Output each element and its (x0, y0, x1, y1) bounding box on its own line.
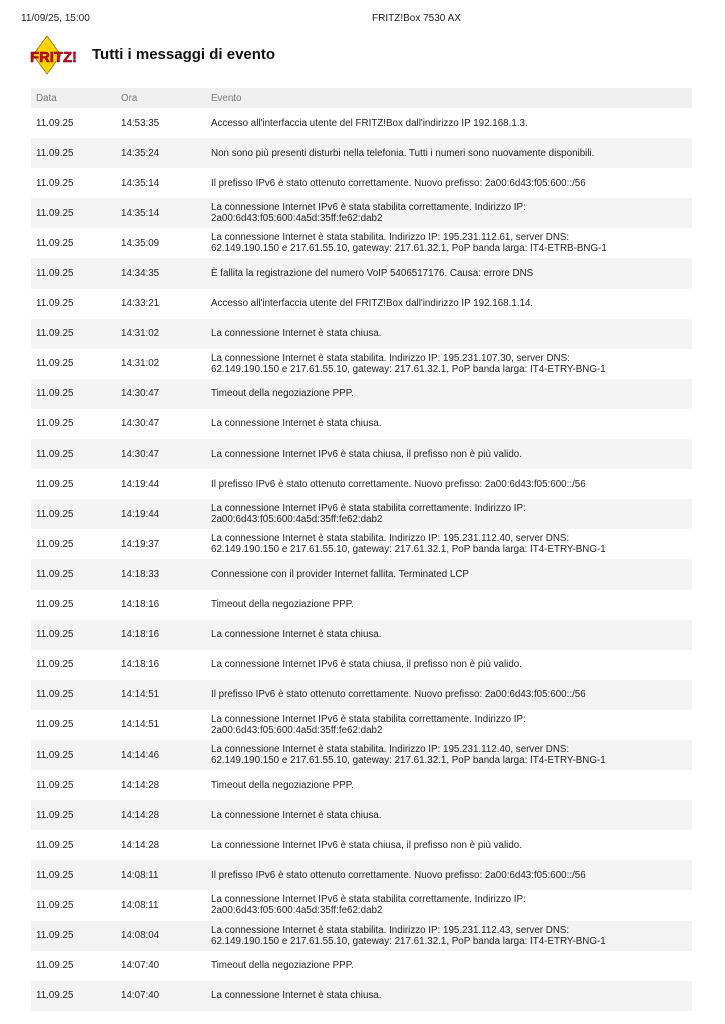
cell-time: 14:53:35 (121, 117, 160, 129)
cell-date: 11.09.25 (36, 508, 74, 520)
cell-event: Timeout della negoziazione PPP. (211, 779, 354, 791)
column-header-time: Ora (121, 92, 138, 104)
cell-date: 11.09.25 (36, 207, 74, 219)
cell-date: 11.09.25 (36, 418, 74, 430)
cell-time: 14:31:02 (121, 328, 160, 340)
cell-time: 14:30:47 (121, 418, 160, 430)
table-row (31, 289, 692, 319)
table-row (31, 469, 692, 499)
cell-time: 14:33:21 (121, 298, 160, 310)
cell-event: Timeout della negoziazione PPP. (211, 960, 354, 972)
cell-time: 14:35:09 (121, 237, 160, 249)
cell-time: 14:35:14 (121, 207, 160, 219)
cell-time: 14:08:11 (121, 899, 159, 911)
cell-date: 11.09.25 (36, 779, 74, 791)
cell-event: La connessione Internet è stata chiusa. (211, 328, 382, 340)
event-table (31, 88, 692, 1011)
table-row (31, 590, 692, 620)
cell-time: 14:19:44 (121, 478, 160, 490)
cell-event: La connessione Internet IPv6 è stata chiusa, il prefisso non è più valido. (211, 839, 522, 851)
cell-event: La connessione Internet è stata stabilita. Indirizzo IP: 195.231.107.30, server DNS: 62.149.190.150 e 217.61.55.10, gateway: 217.61.32.1, PoP banda larga: IT4-ETRY-BNG-1 (211, 352, 606, 375)
cell-date: 11.09.25 (36, 990, 74, 1002)
cell-date: 11.09.25 (36, 568, 74, 580)
cell-time: 14:08:11 (121, 869, 159, 881)
cell-time: 14:35:14 (121, 177, 160, 189)
cell-event: La connessione Internet è stata chiusa. (211, 629, 382, 641)
cell-event: La connessione Internet IPv6 è stata stabilita correttamente. Indirizzo IP: 2a00:6d43:f05:600:4a5d:35ff:fe62:dab2 (211, 894, 526, 917)
table-row (31, 890, 692, 920)
cell-time: 14:19:44 (121, 508, 160, 520)
table-row (31, 650, 692, 680)
table-row (31, 710, 692, 740)
table-row (31, 620, 692, 650)
cell-event: La connessione Internet IPv6 è stata chiusa, il prefisso non è più valido. (211, 659, 522, 671)
cell-event: La connessione Internet è stata chiusa. (211, 809, 382, 821)
cell-time: 14:34:35 (121, 268, 160, 280)
cell-time: 14:30:47 (121, 388, 160, 400)
table-row (31, 770, 692, 800)
print-datetime: 11/09/25, 15:00 (21, 13, 90, 24)
table-row (31, 740, 692, 770)
table-header (31, 88, 692, 108)
cell-event: La connessione Internet IPv6 è stata chiusa, il prefisso non è più valido. (211, 448, 522, 460)
column-header-event: Evento (211, 92, 242, 104)
cell-event: Il prefisso IPv6 è stato ottenuto correttamente. Nuovo prefisso: 2a00:6d43:f05:600::/56 (211, 689, 586, 701)
fritz-logo-icon (28, 34, 80, 76)
cell-event: Il prefisso IPv6 è stato ottenuto correttamente. Nuovo prefisso: 2a00:6d43:f05:600::/56 (211, 869, 586, 881)
table-row (31, 379, 692, 409)
cell-date: 11.09.25 (36, 268, 74, 280)
cell-date: 11.09.25 (36, 659, 74, 671)
print-document-title: FRITZ!Box 7530 AX (372, 13, 461, 24)
cell-event: La connessione Internet è stata stabilita. Indirizzo IP: 195.231.112.40, server DNS: 62.149.190.150 e 217.61.55.10, gateway: 217.61.32.1, PoP banda larga: IT4-ETRY-BNG-1 (211, 744, 606, 767)
cell-date: 11.09.25 (36, 749, 74, 761)
cell-time: 14:30:47 (121, 448, 160, 460)
cell-date: 11.09.25 (36, 147, 74, 159)
table-row (31, 409, 692, 439)
cell-date: 11.09.25 (36, 538, 74, 550)
table-row (31, 981, 692, 1011)
cell-time: 14:14:28 (121, 779, 160, 791)
cell-time: 14:18:33 (121, 568, 160, 580)
cell-date: 11.09.25 (36, 809, 74, 821)
table-row (31, 559, 692, 589)
cell-time: 14:18:16 (121, 599, 160, 611)
table-row (31, 108, 692, 138)
cell-date: 11.09.25 (36, 448, 74, 460)
cell-time: 14:19:37 (121, 538, 160, 550)
table-row (31, 921, 692, 951)
table-row (31, 860, 692, 890)
cell-date: 11.09.25 (36, 298, 74, 310)
cell-date: 11.09.25 (36, 177, 74, 189)
table-row (31, 138, 692, 168)
cell-event: Non sono più presenti disturbi nella telefonia. Tutti i numeri sono nuovamente disponibili. (211, 147, 595, 159)
cell-event: La connessione Internet è stata stabilita. Indirizzo IP: 195.231.112.40, server DNS: 62.149.190.150 e 217.61.55.10, gateway: 217.61.32.1, PoP banda larga: IT4-ETRY-BNG-1 (211, 533, 606, 556)
cell-event: Il prefisso IPv6 è stato ottenuto correttamente. Nuovo prefisso: 2a00:6d43:f05:600::/56 (211, 177, 586, 189)
cell-event: È fallita la registrazione del numero VoIP 5406517176. Causa: errore DNS (211, 268, 534, 280)
cell-date: 11.09.25 (36, 117, 74, 129)
table-row (31, 349, 692, 379)
cell-date: 11.09.25 (36, 478, 74, 490)
table-row (31, 830, 692, 860)
cell-time: 14:07:40 (121, 960, 160, 972)
cell-event: La connessione Internet IPv6 è stata stabilita correttamente. Indirizzo IP: 2a00:6d43:f05:600:4a5d:35ff:fe62:dab2 (211, 202, 526, 225)
cell-date: 11.09.25 (36, 869, 74, 881)
cell-date: 11.09.25 (36, 328, 74, 340)
table-row (31, 529, 692, 559)
table-row (31, 439, 692, 469)
cell-event: Accesso all'interfaccia utente del FRITZ!Box dall'indirizzo IP 192.168.1.14. (211, 298, 534, 310)
table-row (31, 198, 692, 228)
cell-time: 14:35:24 (121, 147, 160, 159)
table-row (31, 228, 692, 258)
cell-event: Il prefisso IPv6 è stato ottenuto correttamente. Nuovo prefisso: 2a00:6d43:f05:600::/56 (211, 478, 586, 490)
table-row (31, 680, 692, 710)
cell-event: La connessione Internet è stata stabilita. Indirizzo IP: 195.231.112.43, server DNS: 62.149.190.150 e 217.61.55.10, gateway: 217.61.32.1, PoP banda larga: IT4-ETRY-BNG-1 (211, 924, 606, 947)
cell-date: 11.09.25 (36, 899, 74, 911)
cell-date: 11.09.25 (36, 629, 74, 641)
table-row (31, 258, 692, 288)
cell-date: 11.09.25 (36, 599, 74, 611)
cell-time: 14:31:02 (121, 358, 160, 370)
table-row (31, 168, 692, 198)
cell-event: La connessione Internet IPv6 è stata stabilita correttamente. Indirizzo IP: 2a00:6d43:f05:600:4a5d:35ff:fe62:dab2 (211, 713, 526, 736)
cell-event: La connessione Internet è stata stabilita. Indirizzo IP: 195.231.112.61, server DNS: 62.149.190.150 e 217.61.55.10, gateway: 217.61.32.1, PoP banda larga: IT4-ETRB-BNG-1 (211, 232, 607, 255)
cell-time: 14:14:51 (121, 689, 160, 701)
cell-event: La connessione Internet è stata chiusa. (211, 418, 382, 430)
cell-event: Accesso all'interfaccia utente del FRITZ!Box dall'indirizzo IP 192.168.1.3. (211, 117, 528, 129)
cell-date: 11.09.25 (36, 930, 74, 942)
table-row (31, 319, 692, 349)
cell-time: 14:14:46 (121, 749, 160, 761)
cell-event: La connessione Internet IPv6 è stata stabilita correttamente. Indirizzo IP: 2a00:6d43:f05:600:4a5d:35ff:fe62:dab2 (211, 503, 526, 526)
cell-time: 14:07:40 (121, 990, 160, 1002)
cell-time: 14:14:28 (121, 809, 160, 821)
cell-time: 14:14:51 (121, 719, 160, 731)
cell-event: Timeout della negoziazione PPP. (211, 388, 354, 400)
table-body (31, 108, 692, 1011)
table-row (31, 951, 692, 981)
page-title: Tutti i messaggi di evento (92, 46, 276, 63)
table-row (31, 499, 692, 529)
cell-event: Connessione con il provider Internet fallita. Terminated LCP (211, 568, 469, 580)
cell-time: 14:18:16 (121, 659, 160, 671)
logo-text: FRITZ! (30, 49, 77, 66)
cell-time: 14:08:04 (121, 930, 160, 942)
cell-date: 11.09.25 (36, 358, 74, 370)
cell-date: 11.09.25 (36, 388, 74, 400)
cell-time: 14:14:28 (121, 839, 160, 851)
cell-date: 11.09.25 (36, 960, 74, 972)
cell-date: 11.09.25 (36, 689, 74, 701)
cell-date: 11.09.25 (36, 839, 74, 851)
table-row (31, 800, 692, 830)
cell-date: 11.09.25 (36, 719, 74, 731)
cell-event: La connessione Internet è stata chiusa. (211, 990, 382, 1002)
cell-event: Timeout della negoziazione PPP. (211, 599, 354, 611)
column-header-date: Data (36, 92, 57, 104)
cell-time: 14:18:16 (121, 629, 160, 641)
cell-date: 11.09.25 (36, 237, 74, 249)
